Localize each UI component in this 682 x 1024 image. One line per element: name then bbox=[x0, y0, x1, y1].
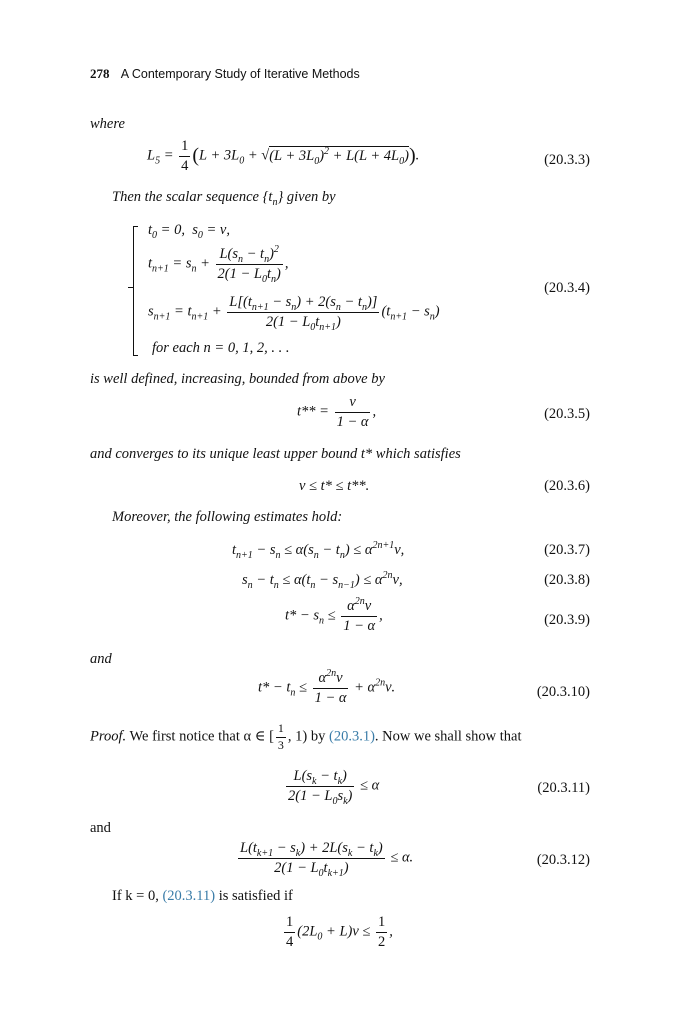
eq-for-each: for each n = 0, 1, 2, . . . bbox=[152, 340, 290, 356]
converges-text: and converges to its unique least upper bound t* which satisfies bbox=[90, 446, 461, 462]
eq-number-20-3-4: (20.3.4) bbox=[544, 280, 590, 296]
if-line: If k = 0, (20.3.11) is satisfied if bbox=[112, 888, 293, 904]
ref-20-3-11-link[interactable]: (20.3.11) bbox=[162, 888, 216, 904]
system-brace bbox=[133, 226, 138, 356]
eq-number-20-3-3: (20.3.3) bbox=[544, 152, 590, 168]
eq-number-20-3-10: (20.3.10) bbox=[536, 684, 590, 700]
eq-condition: $\frac{1}{4}$ $(2L_0 + L)\nu$ ≤ $\frac{1}{2}$ , bbox=[286, 914, 393, 950]
moreover-text: Moreover, the following estimates hold: bbox=[112, 509, 343, 525]
eq-number-20-3-11: (20.3.11) bbox=[537, 780, 590, 796]
eq-number-20-3-7: (20.3.7) bbox=[544, 542, 590, 558]
and-plain-text: and bbox=[90, 820, 111, 836]
eq-claim-2: $\frac{L(t_{k+1} - s_k) + 2L(s_k - t_k)}{2(1 - L_0t_{k+1})}$ ≤ α. bbox=[240, 840, 414, 879]
eq-t-next: $t_{n+1} = s_n$ + $\frac{L(s_n - t_n)^2}{2(1 - L_0t_n)}$ , bbox=[148, 244, 289, 285]
eq-tstarstar: t** = $\frac{\nu}{1 - \alpha}$ , bbox=[297, 394, 377, 430]
eq-number-20-3-5: (20.3.5) bbox=[544, 406, 590, 422]
proof-line: Proof. We first notice that α ∈ [ $\frac{1}{3}$ , 1) by (20.3.1). Now we shall show that bbox=[90, 721, 522, 752]
proof-label: Proof. bbox=[90, 728, 127, 745]
ref-20-3-1-link[interactable]: (20.3.1) bbox=[329, 728, 375, 745]
page-number: 278 bbox=[90, 66, 110, 81]
and-italic-text: and bbox=[90, 651, 112, 667]
book-title: A Contemporary Study of Iterative Methods bbox=[120, 67, 360, 81]
eq-initial: $t_0 = 0$, $s_0 = \nu$, bbox=[148, 222, 230, 241]
eq-L5: $L_5$ = $\frac{1}{4}$ $(L + 3L_0 + √(L + 3L_0)^2 + L(L + 4L_0))$. bbox=[147, 138, 420, 174]
eq-number-20-3-8: (20.3.8) bbox=[544, 572, 590, 588]
then-text: Then the scalar sequence $\{t_n\}$ given by bbox=[112, 189, 336, 208]
eq-estimate-3: $t* - s_n$ ≤ $\frac{\alpha^{2n}\nu}{1 - \alpha}$ , bbox=[285, 596, 383, 634]
well-defined-text: is well defined, increasing, bounded from above by bbox=[90, 371, 385, 387]
eq-estimate-1: $t_{n+1} - s_n \le \alpha(s_n - t_n) \le \alpha^{2n+1}\nu$, bbox=[232, 540, 405, 561]
where-text: where bbox=[90, 116, 125, 132]
eq-estimate-4: $t* - t_n$ ≤ $\frac{\alpha^{2n}\nu}{1 - \alpha}$ + $\alpha^{2n}\nu$. bbox=[258, 668, 396, 706]
eq-number-20-3-6: (20.3.6) bbox=[544, 478, 590, 494]
eq-claim-1: $\frac{L(s_k - t_k)}{2(1 - L_0s_k)}$ ≤ α bbox=[288, 768, 380, 807]
eq-bounds: ν ≤ t* ≤ t**. bbox=[299, 478, 370, 494]
eq-number-20-3-9: (20.3.9) bbox=[544, 612, 590, 628]
eq-estimate-2: $s_n - t_n \le \alpha(t_n - s_{n-1}) \le \alpha^{2n}\nu$, bbox=[242, 570, 403, 591]
eq-number-20-3-12: (20.3.12) bbox=[536, 852, 590, 868]
eq-s-next: $s_{n+1} = t_{n+1}$ + $\frac{L[(t_{n+1} - s_n) + 2(s_n - t_n)]}{2(1 - L_0t_{n+1})}$ $(t_{n+1} - s_n)$ bbox=[148, 294, 440, 333]
running-header bbox=[90, 66, 360, 82]
